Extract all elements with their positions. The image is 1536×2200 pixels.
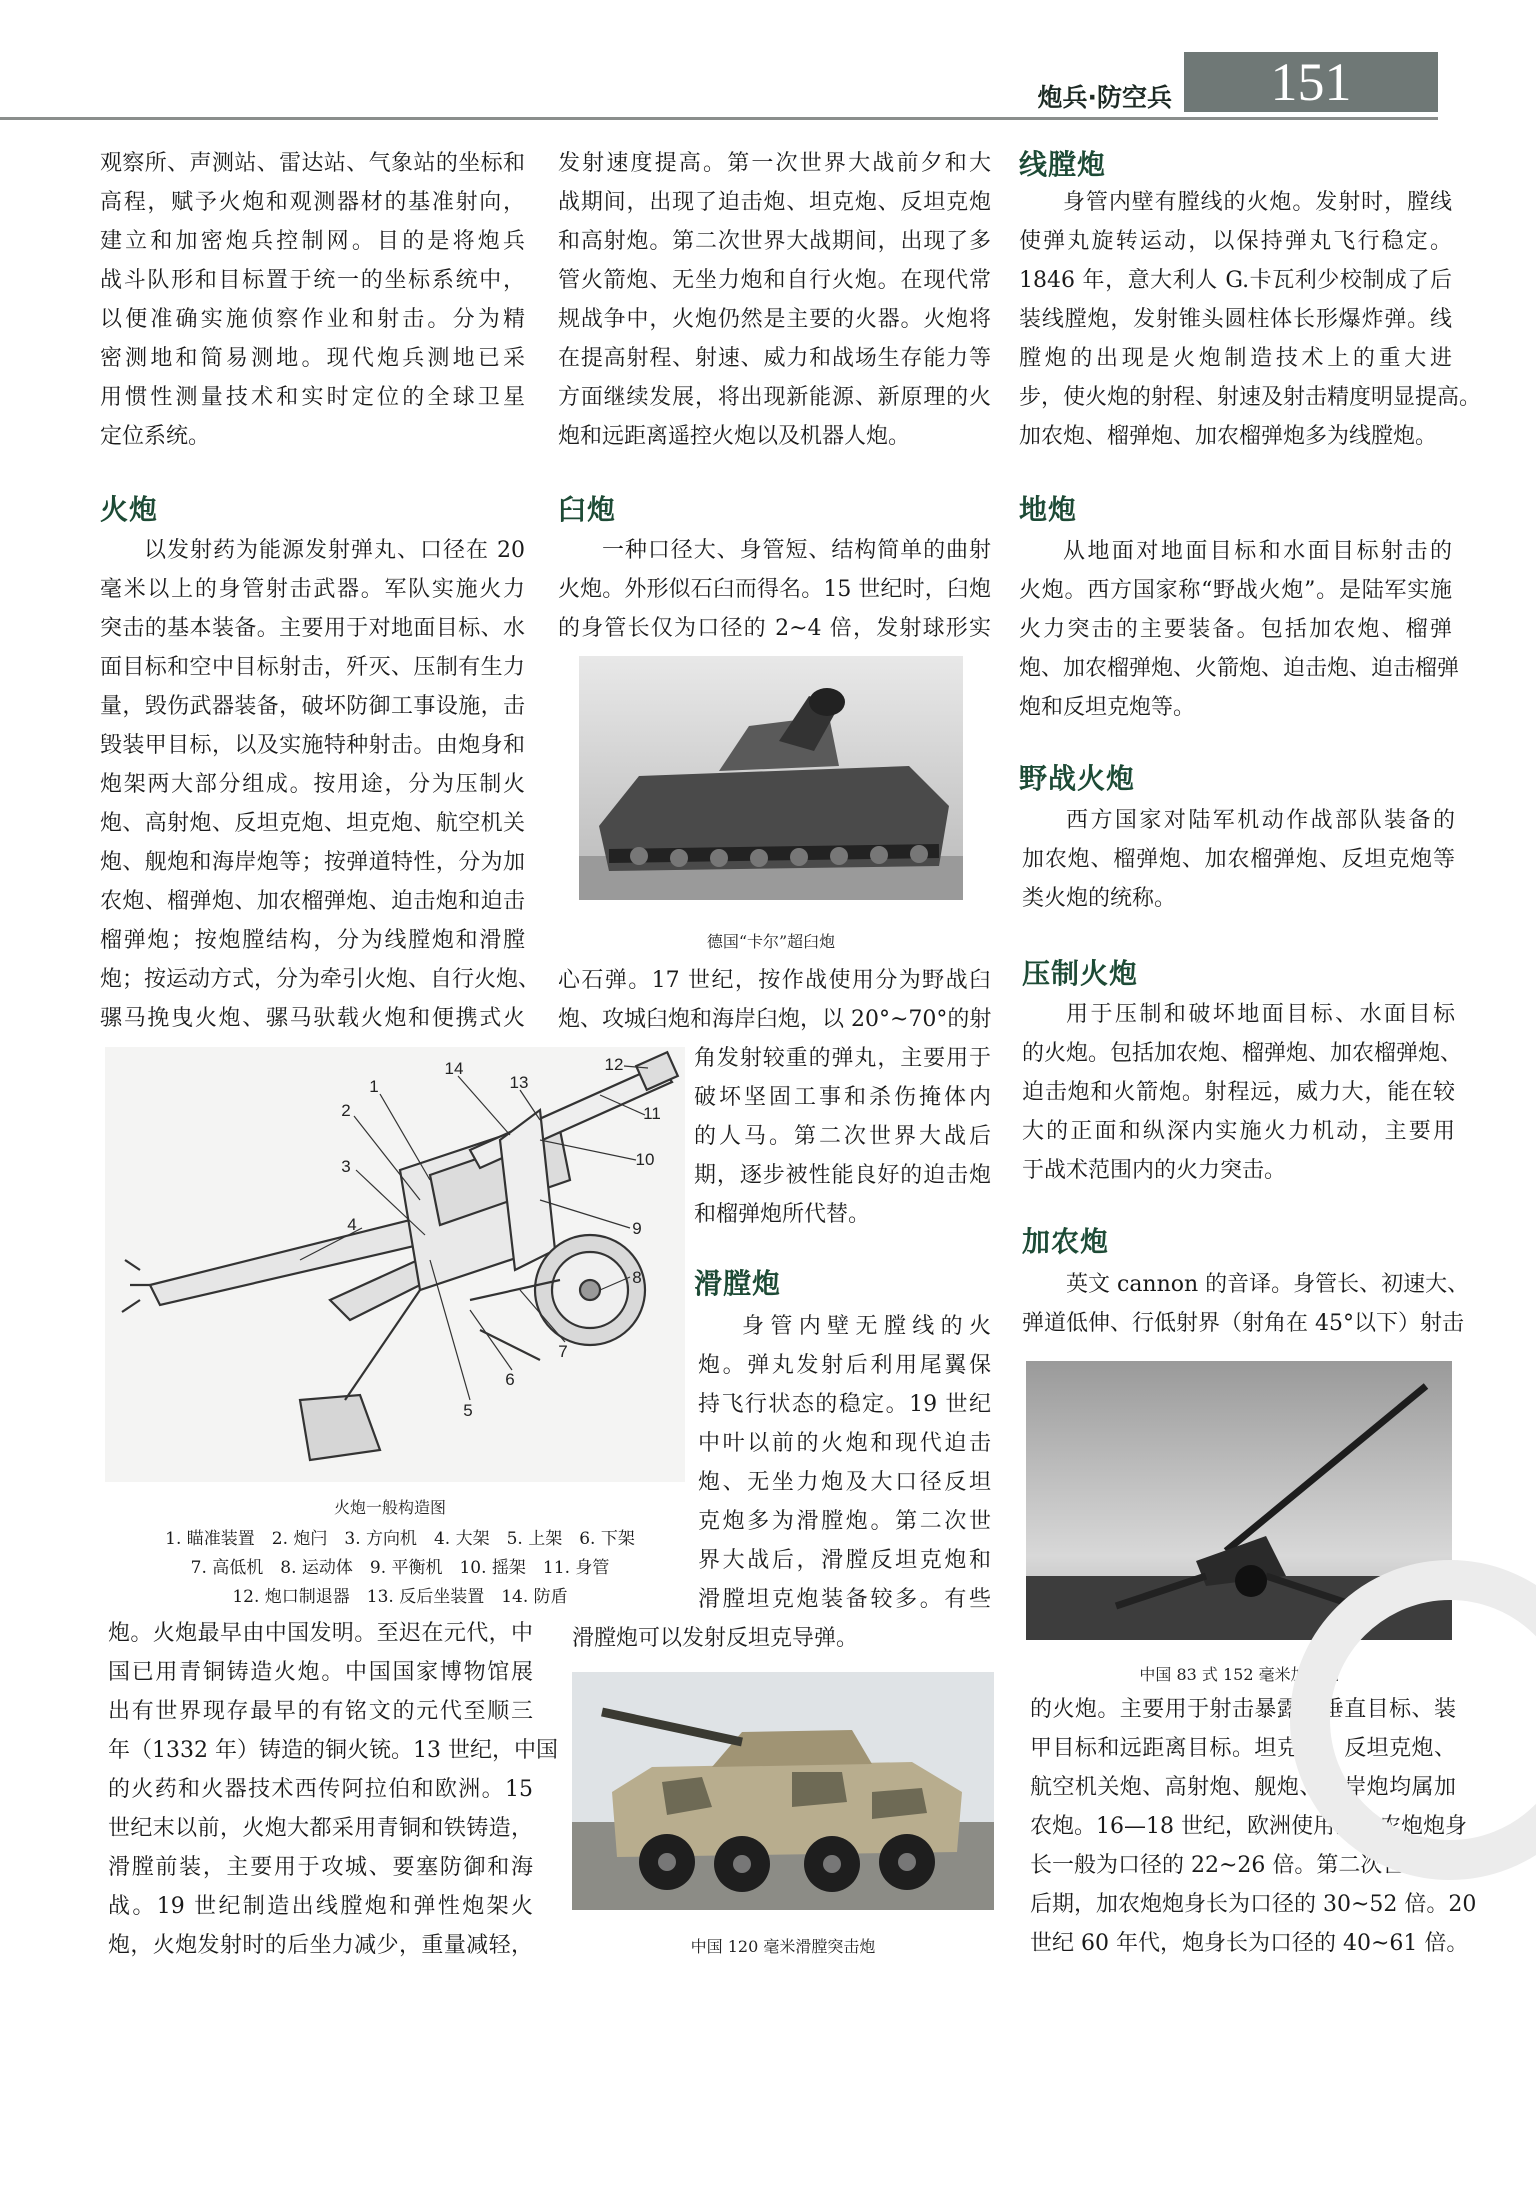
heading-yazhihuopao: 压制火炮 (1022, 957, 1139, 990)
karl-mortar-photo (579, 656, 963, 900)
text-line: 迫击炮和火箭炮。射程远，威力大，能在较 (1022, 1080, 1455, 1105)
text-line: 定位系统。 (100, 424, 211, 449)
text-line: 身管内壁有膛线的火炮。发射时，膛线 (1063, 190, 1452, 215)
text-line: 战期间，出现了迫击炮、坦克炮、反坦克炮 (558, 190, 991, 215)
text-line: 战斗队形和目标置于统一的坐标系统中， (100, 268, 525, 293)
text-line: 后期，加农炮炮身长为口径的 30~52 倍。20 (1030, 1892, 1477, 1917)
diagram-label-2: 2 (341, 1101, 351, 1120)
text-line: 火炮。外形似石臼而得名。15 世纪时，臼炮 (558, 577, 991, 602)
text-line: 出有世界现存最早的有铭文的元代至顺三 (108, 1699, 533, 1724)
text-line: 炮；按运动方式，分为牵引火炮、自行火炮、 (100, 967, 541, 992)
text-line: 西方国家对陆军机动作战部队装备的 (1066, 808, 1455, 833)
text-line: 国已用青铜铸造火炮。中国国家博物馆展 (108, 1660, 533, 1685)
heading-xiantangpao: 线膛炮 (1019, 148, 1107, 181)
text-line: 以便准确实施侦察作业和射击。分为精 (100, 307, 525, 332)
text-line: 的火炮。主要用于射击暴露的垂直目标、装 (1030, 1697, 1456, 1722)
watermark (1290, 1560, 1536, 1890)
text-line: 方面继续发展，将出现新能源、新原理的火 (558, 385, 991, 410)
text-line: 滑膛炮可以发射反坦克导弹。 (572, 1626, 859, 1651)
text-line: 一种口径大、身管短、结构简单的曲射 (602, 538, 991, 563)
text-line: 破坏坚固工事和杀伤掩体内 (694, 1085, 991, 1110)
text-line: 量，毁伤武器装备，破坏防御工事设施，击 (100, 694, 525, 719)
paragraph-yezhanhuopao (1022, 801, 1455, 918)
text-line: 面目标和空中目标射击，歼灭、压制有生力 (100, 655, 525, 680)
text-line: 炮和反坦克炮等。 (1019, 695, 1196, 720)
text-line: 炮和远距离遥控火炮以及机器人炮。 (558, 424, 911, 449)
text-line: 长一般为口径的 22~26 倍。第二次世界大战 (1030, 1853, 1471, 1878)
text-line: 克炮多为滑膛炮。第二次世 (698, 1509, 991, 1534)
legend-line: 1. 瞄准装置 2. 炮闩 3. 方向机 4. 大架 5. 上架 6. 下架 (165, 1529, 635, 1549)
diagram-label-6: 6 (505, 1370, 515, 1389)
text-line: 英文 cannon 的音译。身管长、初速大、 (1066, 1272, 1470, 1297)
heading-yezhanhuopao: 野战火炮 (1019, 762, 1136, 795)
paragraph-huopao-continued (108, 1614, 558, 1965)
text-line: 炮、加农榴弹炮、火箭炮、迫击炮、迫击榴弹 (1019, 656, 1460, 681)
text-line: 和榴弹炮所代替。 (694, 1202, 871, 1227)
text-line: 甲目标和远距离目标。坦克炮、反坦克炮、 (1030, 1736, 1456, 1761)
diagram-label-5: 5 (463, 1401, 473, 1420)
text-line: 在提高射程、射速、威力和战场生存能力等 (558, 346, 991, 371)
text-line: 膛炮的出现是火炮制造技术上的重大进 (1019, 346, 1452, 371)
text-line: 密测地和简易测地。现代炮兵测地已采 (100, 346, 525, 371)
text-line: 世纪 60 年代，炮身长为口径的 40~61 倍。 (1030, 1931, 1469, 1956)
text-line: 骡马挽曳火炮、骡马驮载火炮和便携式火 (100, 1006, 525, 1031)
text-line: 步，使火炮的射程、射速及射击精度明显提高。 (1019, 385, 1482, 410)
text-line: 1846 年，意大利人 G.卡瓦利少校制成了后 (1019, 268, 1452, 293)
karl-mortar-caption: 德国“卡尔”超臼炮 (706, 932, 836, 951)
text-line: 心石弹。17 世纪，按作战使用分为野战臼 (558, 968, 991, 993)
diagram-label-1: 1 (369, 1077, 379, 1096)
paragraph-huatangpao-end (572, 1619, 992, 1658)
text-line: 使弹丸旋转运动，以保持弹丸飞行稳定。 (1019, 229, 1452, 254)
text-line: 界大战后，滑膛反坦克炮和 (698, 1548, 991, 1573)
text-line: 身管内壁无膛线的火 (742, 1314, 991, 1339)
heading-huatangpao: 滑膛炮 (694, 1267, 782, 1300)
text-line: 炮、攻城臼炮和海岸臼炮，以 20°~70°的射 (558, 1007, 992, 1032)
text-line: 炮。弹丸发射后利用尾翼保 (698, 1353, 991, 1378)
paragraph-xiantangpao (1019, 183, 1482, 456)
text-line: 毫米以上的身管射击武器。军队实施火力 (100, 577, 525, 602)
diagram-label-7: 7 (558, 1342, 568, 1361)
text-line: 加农炮、榴弹炮、加农榴弹炮多为线膛炮。 (1019, 424, 1438, 449)
text-line: 管火箭炮、无坐力炮和自行火炮。在现代常 (558, 268, 991, 293)
text-line: 炮、舰炮和海岸炮等；按弹道特性，分为加 (100, 850, 525, 875)
text-line: 火力突击的主要装备。包括加农炮、榴弹 (1019, 617, 1452, 642)
text-line: 中叶以前的火炮和现代迫击 (698, 1431, 991, 1456)
text-line: 观察所、声测站、雷达站、气象站的坐标和 (100, 151, 525, 176)
paragraph-dipao (1019, 532, 1460, 727)
assault-gun-caption: 中国 120 毫米滑膛突击炮 (690, 1937, 876, 1956)
text-line: 航空机关炮、高射炮、舰炮、海岸炮均属加 (1030, 1775, 1456, 1800)
diagram-label-14: 14 (444, 1059, 464, 1078)
diagram-caption: 火炮一般构造图 (333, 1498, 446, 1517)
diagram-label-13: 13 (509, 1073, 529, 1092)
text-line: 滑膛前装，主要用于攻城、要塞防御和海 (108, 1855, 533, 1880)
paragraph-jiupao (558, 531, 991, 648)
text-line: 炮，火炮发射时的后坐力减少，重量减轻， (108, 1933, 533, 1958)
heading-huopao: 火炮 (100, 493, 159, 526)
diagram-label-10: 10 (635, 1150, 655, 1169)
text-line: 用惯性测量技术和实时定位的全球卫星 (100, 385, 525, 410)
text-line: 建立和加密炮兵控制网。目的是将炮兵 (100, 229, 525, 254)
page-number: 151 (1270, 52, 1352, 112)
text-line: 的火药和火器技术西传阿拉伯和欧洲。15 (108, 1777, 533, 1802)
text-line: 毁装甲目标，以及实施特种射击。由炮身和 (100, 733, 525, 758)
heading-dipao: 地炮 (1019, 493, 1078, 526)
text-line: 弹道低伸、行低射界（射角在 45°以下）射击 (1022, 1311, 1464, 1336)
text-line: 的身管长仅为口径的 2~4 倍，发射球形实 (558, 616, 991, 641)
text-line: 年（1332 年）铸造的铜火铳。13 世纪，中国 (108, 1738, 558, 1763)
heading-jianongpao: 加农炮 (1022, 1225, 1110, 1258)
text-line: 大的正面和纵深内实施火力机动，主要用 (1022, 1119, 1455, 1144)
text-line: 以发射药为能源发射弹丸、口径在 20 (144, 538, 525, 563)
text-line: 突击的基本装备。主要用于对地面目标、水 (100, 616, 525, 641)
text-line: 火炮。西方国家称“野战火炮”。是陆军实施 (1019, 578, 1452, 603)
text-line: 发射速度提高。第一次世界大战前夕和大 (558, 151, 991, 176)
paragraph-history-continued (558, 144, 991, 456)
diagram-label-12: 12 (604, 1055, 624, 1074)
diagram-label-8: 8 (632, 1268, 642, 1287)
text-line: 期，逐步被性能良好的迫击炮 (694, 1163, 991, 1188)
paragraph-huatangpao (698, 1307, 991, 1619)
text-line: 的人马。第二次世界大战后 (694, 1124, 991, 1149)
running-header-section: 炮兵·防空兵 (1037, 83, 1172, 112)
heading-jiupao: 臼炮 (558, 493, 617, 526)
diagram-label-9: 9 (632, 1219, 642, 1238)
text-line: 装线膛炮，发射锥头圆柱体长形爆炸弹。线 (1019, 307, 1452, 332)
text-line: 角发射较重的弹丸，主要用于 (694, 1046, 991, 1071)
text-line: 的火炮。包括加农炮、榴弹炮、加农榴弹炮、 (1022, 1041, 1463, 1066)
text-line: 世纪末以前，火炮大都采用青铜和铁铸造， (108, 1816, 533, 1841)
text-line: 炮。火炮最早由中国发明。至迟在元代，中 (108, 1621, 533, 1646)
text-line: 炮、高射炮、反坦克炮、坦克炮、航空机关 (100, 811, 525, 836)
paragraph-yazhihuopao (1022, 995, 1463, 1190)
text-line: 用于压制和破坏地面目标、水面目标 (1066, 1002, 1455, 1027)
text-line: 炮、无坐力炮及大口径反坦 (698, 1470, 991, 1495)
legend-line: 12. 炮口制退器 13. 反后坐装置 14. 防盾 (232, 1587, 568, 1607)
text-line: 从地面对地面目标和水面目标射击的 (1063, 539, 1452, 564)
text-line: 类火炮的统称。 (1022, 886, 1177, 911)
text-line: 于战术范围内的火力突击。 (1022, 1158, 1287, 1183)
paragraph-jiupao-narrow (694, 1039, 991, 1234)
diagram-label-11: 11 (643, 1104, 661, 1123)
text-line: 榴弹炮；按炮膛结构，分为线膛炮和滑膛 (100, 928, 525, 953)
diagram-label-3: 3 (341, 1157, 351, 1176)
text-line: 加农炮、榴弹炮、加农榴弹炮、反坦克炮等 (1022, 847, 1455, 872)
paragraph-jianongpao (1022, 1265, 1470, 1343)
text-line: 炮架两大部分组成。按用途，分为压制火 (100, 772, 525, 797)
type83-gun-caption: 中国 83 式 152 毫米加农炮 (1139, 1665, 1339, 1684)
text-line: 战。19 世纪制造出线膛炮和弹性炮架火 (108, 1894, 533, 1919)
text-line: 高程，赋予火炮和观测器材的基准射向， (100, 190, 525, 215)
text-line: 滑膛坦克炮装备较多。有些 (698, 1587, 991, 1612)
text-line: 规战争中，火炮仍然是主要的火器。火炮将 (558, 307, 991, 332)
paragraph-jiupao-continued (558, 961, 991, 1039)
text-line: 农炮。16—18 世纪，欧洲使用的加农炮炮身 (1030, 1814, 1467, 1839)
assault-gun-photo (572, 1672, 994, 1910)
diagram-legend (120, 1525, 680, 1612)
text-line: 和高射炮。第二次世界大战期间，出现了多 (558, 229, 991, 254)
legend-line: 7. 高低机 8. 运动体 9. 平衡机 10. 摇架 11. 身管 (190, 1558, 610, 1578)
text-line: 持飞行状态的稳定。19 世纪 (698, 1392, 991, 1417)
text-line: 农炮、榴弹炮、加农榴弹炮、迫击炮和迫击 (100, 889, 525, 914)
diagram-label-4: 4 (347, 1215, 357, 1234)
